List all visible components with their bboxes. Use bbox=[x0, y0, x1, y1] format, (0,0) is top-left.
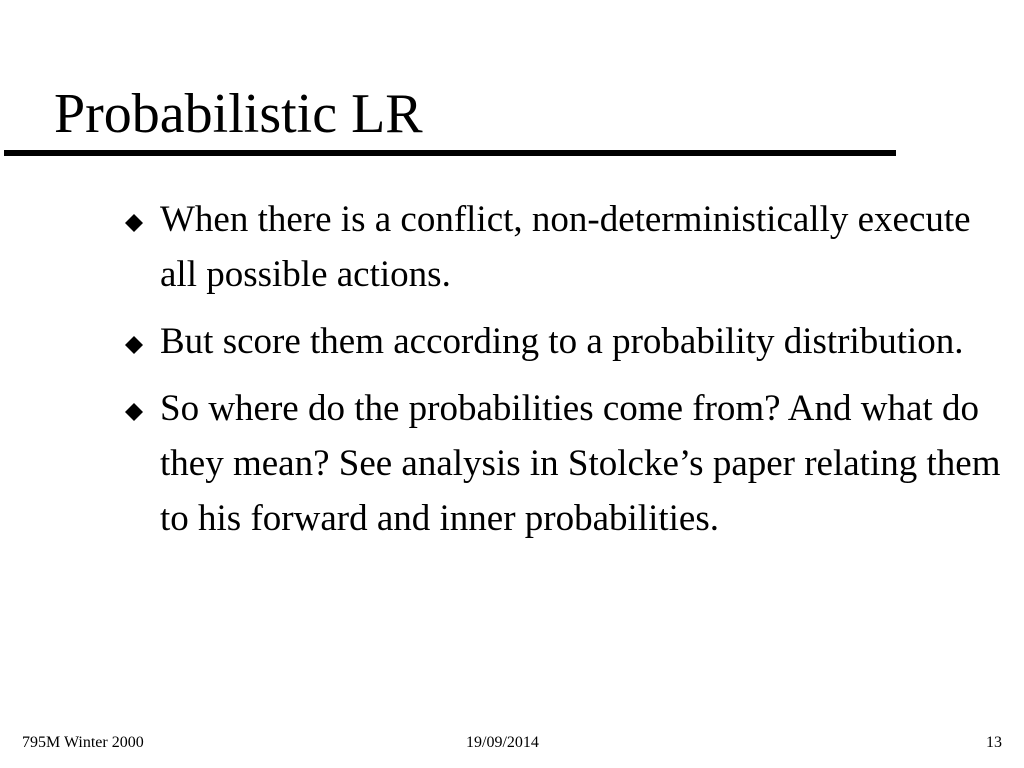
slide-title: Probabilistic LR bbox=[54, 83, 423, 145]
bullet-text: When there is a conflict, non-deterministically execute all possible actions. bbox=[160, 199, 971, 295]
bullet-text: But score them according to a probability distribution. bbox=[160, 321, 964, 362]
footer-date: 19/09/2014 bbox=[466, 734, 539, 751]
bullet-item bbox=[124, 314, 1004, 369]
bullet-text: So where do the probabilities come from? And what do they mean? See analysis in Stolcke’s paper relating them to his forward and inner probabilities. bbox=[160, 388, 1001, 539]
title-underline bbox=[4, 150, 896, 156]
diamond-bullet-icon bbox=[124, 335, 144, 355]
footer-course: 795M Winter 2000 bbox=[22, 734, 144, 751]
bullet-list bbox=[124, 192, 1004, 558]
bullet-item bbox=[124, 192, 1004, 302]
bullet-item bbox=[124, 381, 1004, 546]
footer-page-number: 13 bbox=[986, 734, 1002, 751]
diamond-bullet-icon bbox=[124, 213, 144, 233]
diamond-bullet-icon bbox=[124, 402, 144, 422]
